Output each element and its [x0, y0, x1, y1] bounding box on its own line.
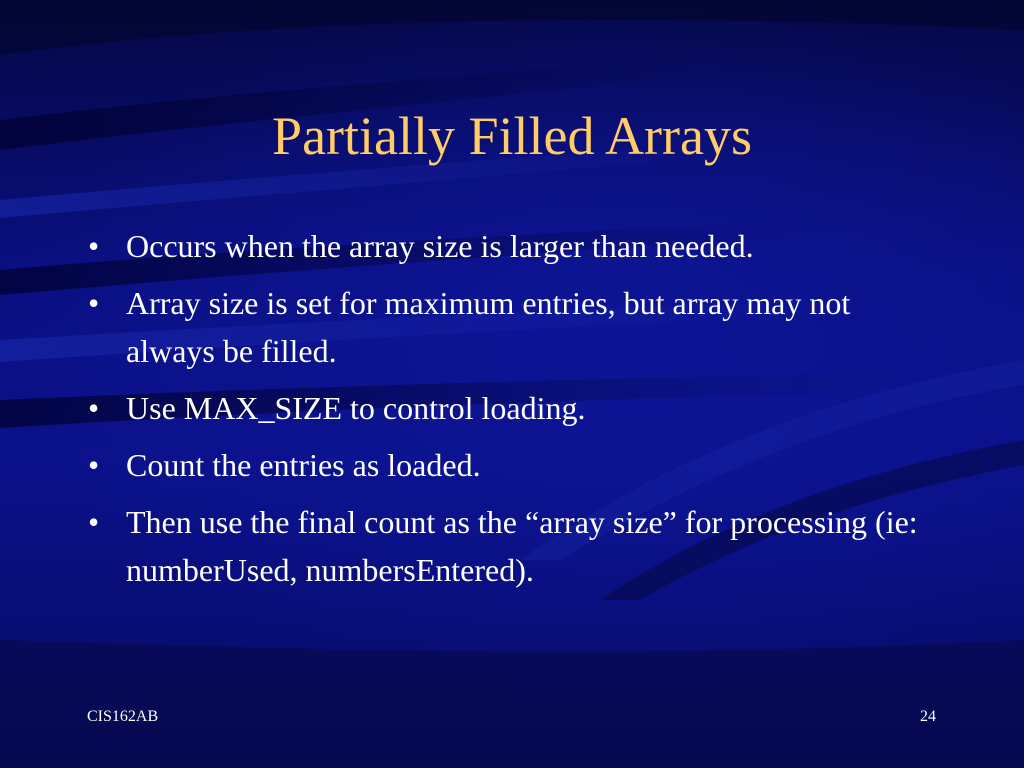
list-item [88, 441, 928, 489]
list-item [88, 384, 928, 432]
bullet-text: Array size is set for maximum entries, but array may not always be filled. [126, 285, 851, 369]
bullet-text: Use MAX_SIZE to control loading. [126, 390, 586, 426]
bullet-text: Then use the final count as the “array size” for processing (ie: numberUsed, numbersEntered). [126, 504, 918, 588]
bullet-list [88, 222, 928, 603]
bullet-icon: • [88, 285, 100, 321]
footer-course-code: CIS162AB [87, 708, 159, 725]
bullet-icon: • [88, 504, 100, 540]
list-item [88, 222, 928, 270]
bullet-text: Count the entries as loaded. [126, 447, 481, 483]
bullet-icon: • [88, 390, 100, 426]
bullet-text: Occurs when the array size is larger than needed. [126, 228, 754, 264]
footer-slide-number: 24 [920, 708, 936, 725]
list-item [88, 279, 928, 375]
slide-title: Partially Filled Arrays [272, 106, 752, 166]
bullet-icon: • [88, 228, 100, 264]
bullet-icon: • [88, 447, 100, 483]
list-item [88, 498, 928, 594]
